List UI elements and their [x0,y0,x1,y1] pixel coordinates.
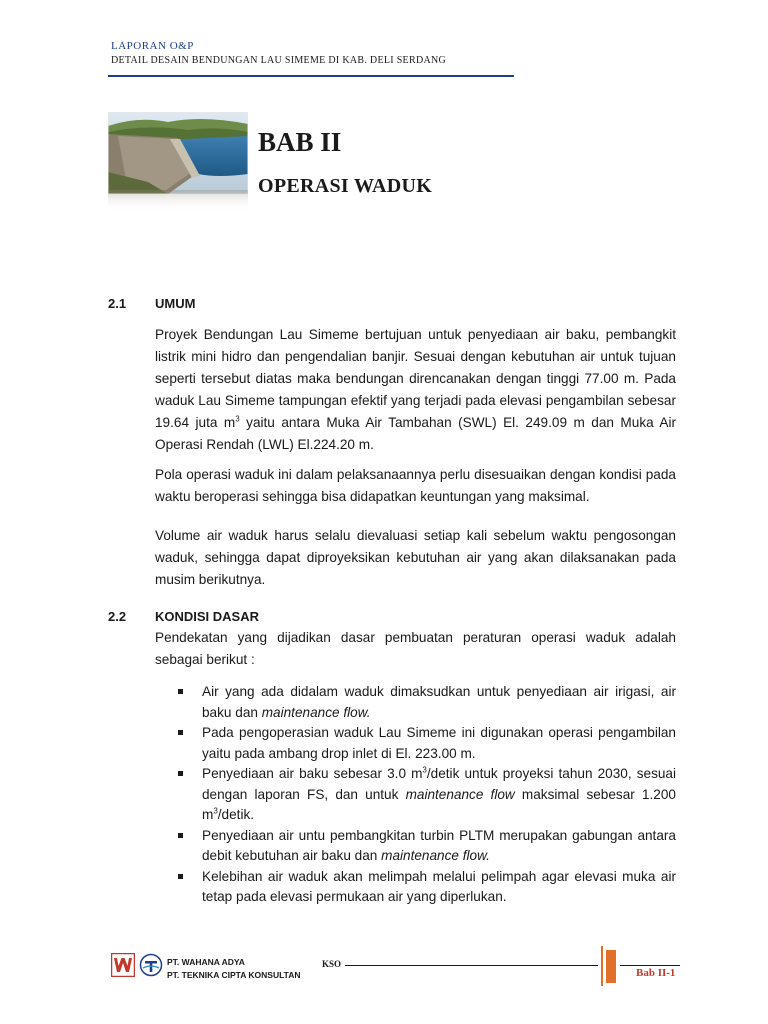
dam-photo-reflection [108,190,248,212]
italic-text: maintenance flow. [381,848,490,863]
footer-accent-bar [606,950,616,983]
company-name-1: PT. WAHANA ADYA [167,957,245,967]
list-item [178,826,676,867]
wahana-adya-logo-icon [111,953,135,977]
bullet-icon [178,833,183,838]
text: /detik. [217,807,255,822]
italic-text: maintenance flow [405,786,515,802]
header-subtitle: DETAIL DESAIN BENDUNGAN LAU SIMEME DI KAB. DELI SERDANG [111,55,447,66]
paragraph-umum-1 [155,324,676,456]
company-name-2: PT. TEKNIKA CIPTA KONSULTAN [167,970,301,980]
bullet-icon [178,730,183,735]
text: Penyediaan air baku sebesar 3.0 m [202,766,423,781]
page-number: Bab II-1 [636,967,676,979]
header-report-title: LAPORAN O&P [111,40,194,52]
chapter-title: OPERASI WADUK [258,175,433,197]
text: Pada pengoperasian waduk Lau Simeme ini digunakan operasi pengambilan yaitu pada ambang drop inlet di El. 223.00 m. [202,725,676,761]
superscript: 3 [213,806,218,816]
chapter-number: BAB II [258,127,342,157]
section-title: UMUM [155,296,196,311]
text: yaitu antara Muka Air Tambahan (SWL) El. 249.09 m dan Muka Air Operasi Rendah (LWL) El.224.20 m. [155,415,677,452]
text: maksimal sebesar 1.200 m [202,786,676,822]
bullet-list [178,682,676,908]
paragraph-umum-2: Pola operasi waduk ini dalam pelaksanaannya perlu disesuaikan dengan kondisi pada waktu beroperasi sehingga bisa didapatkan keuntungan yang maksimal. [155,467,676,504]
section-number: 2.1 [108,296,127,311]
kso-label: KSO [322,959,342,969]
footer-divider [345,965,598,966]
superscript: 3 [235,414,240,424]
footer-accent-line [601,946,603,986]
dam-photo [108,112,248,194]
text: /detik untuk proyeksi tahun 2030, sesuai dengan laporan FS, dan untuk [202,766,677,802]
text: Proyek Bendungan Lau Simeme bertujuan untuk penyediaan air baku, pembangkit listrik mini hidro dan pengendalian banjir. Sesuai dengan kebutuhan air untuk tujuan seperti tersebut diatas maka bendungan direncanakan dengan tinggi 77.00 m. Pada waduk Lau Simeme tampungan efektif yang terjadi pada elevasi pengambilan sebesar 19.64 juta m [155,327,676,430]
superscript: 3 [422,765,427,775]
header-divider [108,75,514,77]
bullet-icon [178,771,183,776]
bullet-icon [178,689,183,694]
section-number: 2.2 [108,609,127,624]
text: Penyediaan air untu pembangkitan turbin PLTM merupakan gabungan antara debit kebutuhan air baku dan [202,827,676,863]
list-item [178,867,676,908]
teknika-cipta-logo-icon [139,953,163,977]
text: Kelebihan air waduk akan melimpah melalui pelimpah agar elevasi muka air tetap pada elevasi permukaan air yang diperlukan. [202,868,676,904]
paragraph-umum-3: Volume air waduk harus selalu dievaluasi setiap kali sebelum waktu pengosongan waduk, sehingga dapat diproyeksikan kebutuhan air yang akan dilaksanakan pada musim berikutnya. [155,528,676,587]
text: Air yang ada didalam waduk dimaksudkan untuk penyediaan air irigasi, air baku dan [202,684,676,720]
section-title: KONDISI DASAR [155,609,260,624]
list-item [178,682,676,723]
italic-text: maintenance flow. [261,704,371,720]
footer-divider-right [620,965,680,966]
bullet-icon [178,874,183,879]
list-item [178,764,676,826]
list-item [178,723,676,764]
paragraph-kondisi-intro: Pendekatan yang dijadikan dasar pembuatan peraturan operasi waduk adalah sebagai berikut : [155,630,676,667]
